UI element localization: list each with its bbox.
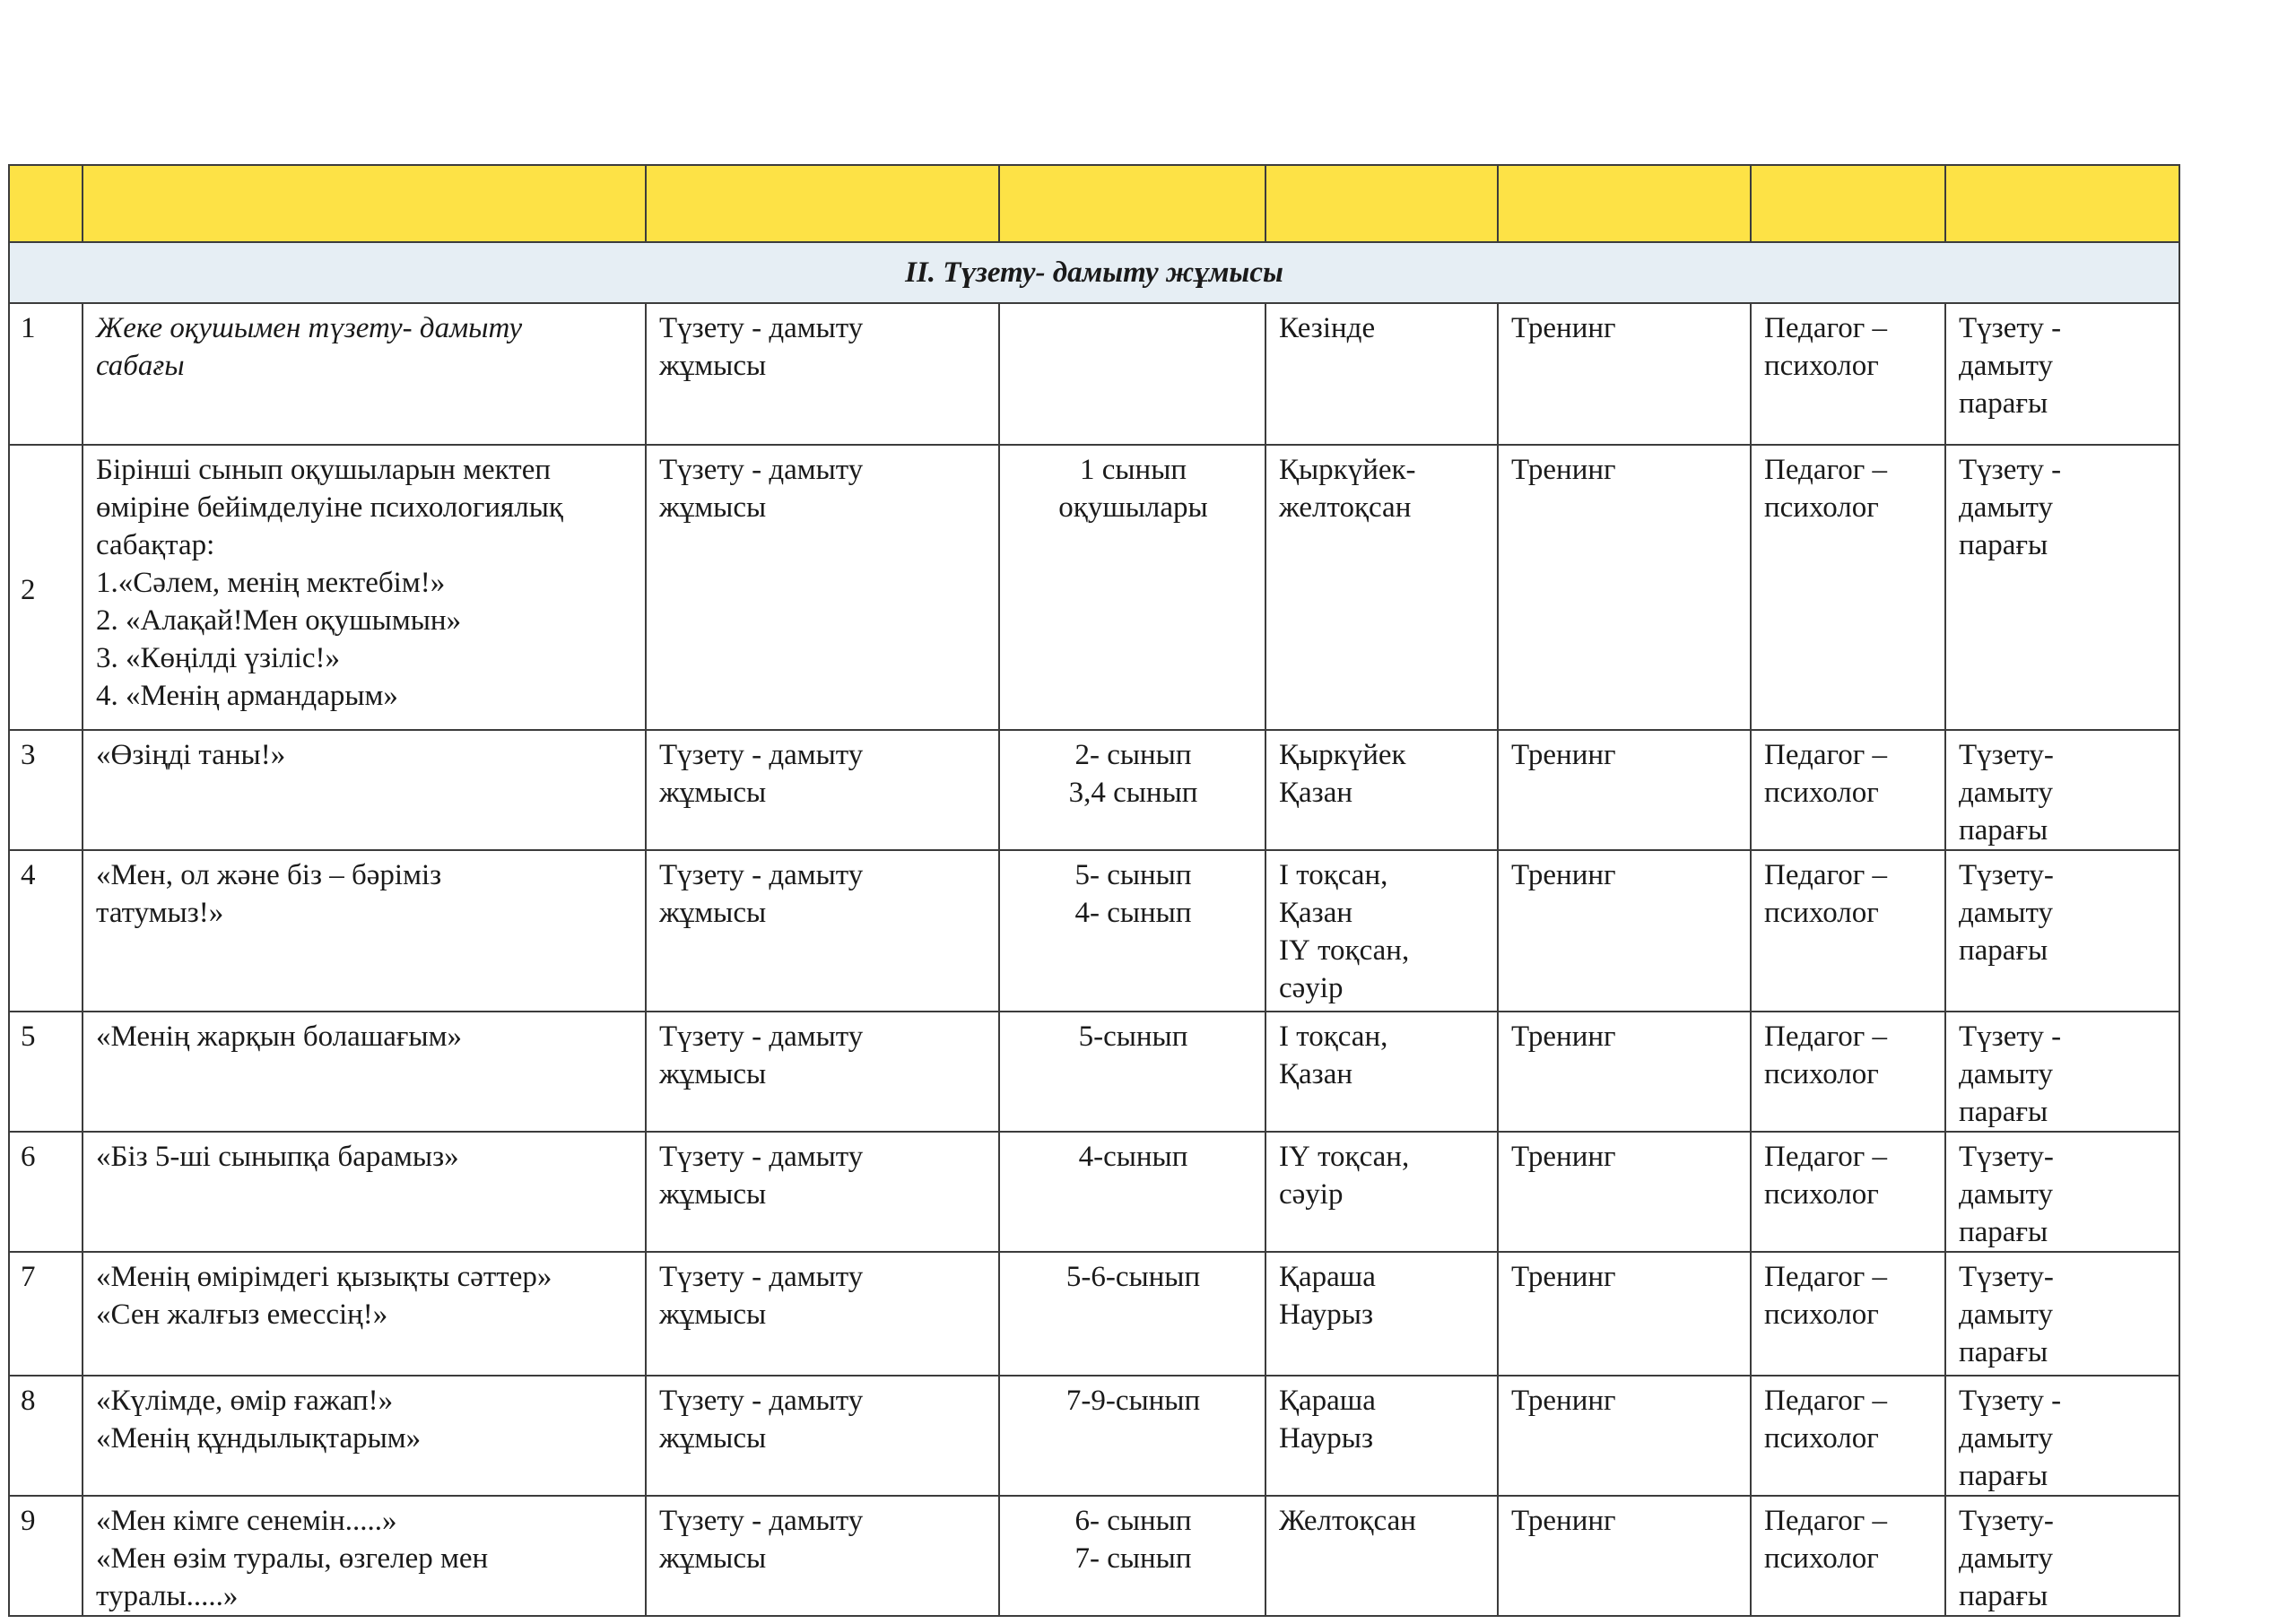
work-type bbox=[646, 1132, 999, 1252]
activity-name bbox=[83, 1012, 646, 1132]
time-period-line: ІҮ тоқсан, bbox=[1279, 1141, 1410, 1173]
activity-name-line: татумыз!» bbox=[96, 897, 224, 929]
row-number: 5 bbox=[9, 1012, 83, 1132]
work-type bbox=[646, 730, 999, 850]
activity-name-line: «Мен өзім туралы, өзгелер мен bbox=[96, 1542, 489, 1575]
time-period-line: Қазан bbox=[1279, 897, 1353, 929]
responsible-line: психолог bbox=[1764, 1178, 1879, 1211]
time-period-line: сәуір bbox=[1279, 972, 1344, 1004]
table-row bbox=[9, 730, 2179, 850]
target-group-line: 4- сынып bbox=[1074, 897, 1192, 929]
time-period-line: Қазан bbox=[1279, 777, 1353, 809]
responsible bbox=[1751, 445, 1945, 730]
activity-name-line: «Менің жарқын болашағым» bbox=[96, 1020, 462, 1053]
work-type-line: Түзету - дамыту bbox=[659, 1141, 864, 1173]
target-group-line: 5- сынып bbox=[1074, 859, 1192, 891]
result-doc-line: дамыту bbox=[1959, 1542, 2053, 1575]
result-doc-line: парағы bbox=[1959, 529, 2048, 561]
work-type-line: жұмысы bbox=[659, 1542, 767, 1575]
responsible bbox=[1751, 730, 1945, 850]
work-type bbox=[646, 1252, 999, 1376]
responsible bbox=[1751, 1376, 1945, 1496]
activity-name-line: 4. «Менің армандарым» bbox=[96, 680, 398, 712]
work-type-line: жұмысы bbox=[659, 1298, 767, 1331]
work-type bbox=[646, 1496, 999, 1616]
time-period bbox=[1265, 850, 1498, 1012]
yellow-header-band bbox=[9, 165, 2179, 242]
work-type bbox=[646, 1012, 999, 1132]
target-group-line: 5-сынып bbox=[1078, 1020, 1188, 1053]
header-cell bbox=[1751, 165, 1945, 242]
responsible-line: психолог bbox=[1764, 1542, 1879, 1575]
responsible bbox=[1751, 1252, 1945, 1376]
result-doc-line: парағы bbox=[1959, 814, 2048, 847]
time-period bbox=[1265, 1496, 1498, 1616]
header-cell bbox=[1945, 165, 2179, 242]
work-form: Тренинг bbox=[1498, 445, 1751, 730]
work-type bbox=[646, 850, 999, 1012]
work-type-line: жұмысы bbox=[659, 777, 767, 809]
activity-name-line: туралы.....» bbox=[96, 1580, 239, 1612]
result-doc-line: парағы bbox=[1959, 1216, 2048, 1248]
activity-name bbox=[83, 730, 646, 850]
responsible-line: психолог bbox=[1764, 897, 1879, 929]
activity-name bbox=[83, 1496, 646, 1616]
time-period bbox=[1265, 445, 1498, 730]
target-group-line: 2- сынып bbox=[1074, 739, 1192, 771]
work-form: Тренинг bbox=[1498, 1252, 1751, 1376]
result-doc bbox=[1945, 445, 2179, 730]
responsible bbox=[1751, 1012, 1945, 1132]
target-group bbox=[999, 1012, 1265, 1132]
result-doc-line: Түзету- bbox=[1959, 859, 2054, 891]
result-doc-line: дамыту bbox=[1959, 491, 2053, 524]
activity-name bbox=[83, 1376, 646, 1496]
time-period bbox=[1265, 1132, 1498, 1252]
responsible bbox=[1751, 303, 1945, 445]
work-type-line: Түзету - дамыту bbox=[659, 1505, 864, 1537]
activity-name bbox=[83, 850, 646, 1012]
target-group bbox=[999, 1376, 1265, 1496]
result-doc-line: Түзету- bbox=[1959, 739, 2054, 771]
table-row bbox=[9, 1012, 2179, 1132]
header-cell bbox=[646, 165, 999, 242]
work-type-line: Түзету - дамыту bbox=[659, 454, 864, 486]
result-doc-line: Түзету- bbox=[1959, 1141, 2054, 1173]
work-type-line: Түзету - дамыту bbox=[659, 739, 864, 771]
row-number: 8 bbox=[9, 1376, 83, 1496]
target-group-line: 3,4 сынып bbox=[1068, 777, 1198, 809]
time-period-line: Қараша bbox=[1279, 1385, 1376, 1417]
target-group bbox=[999, 303, 1265, 445]
work-type-line: жұмысы bbox=[659, 1178, 767, 1211]
work-type-line: жұмысы bbox=[659, 1422, 767, 1455]
time-period-line: ІҮ тоқсан, bbox=[1279, 934, 1410, 967]
responsible-line: Педагог – bbox=[1764, 859, 1887, 891]
responsible-line: психолог bbox=[1764, 350, 1879, 382]
activity-name bbox=[83, 1252, 646, 1376]
row-number: 2 bbox=[9, 445, 83, 730]
responsible-line: Педагог – bbox=[1764, 1505, 1887, 1537]
time-period-line: Қараша bbox=[1279, 1261, 1376, 1293]
time-period-line: Қазан bbox=[1279, 1058, 1353, 1090]
responsible-line: Педагог – bbox=[1764, 312, 1887, 344]
result-doc-line: парағы bbox=[1959, 387, 2048, 420]
time-period-line: сәуір bbox=[1279, 1178, 1344, 1211]
work-type-line: Түзету - дамыту bbox=[659, 312, 864, 344]
responsible-line: психолог bbox=[1764, 1298, 1879, 1331]
time-period bbox=[1265, 1252, 1498, 1376]
table-row bbox=[9, 1376, 2179, 1496]
result-doc-line: Түзету- bbox=[1959, 1261, 2054, 1293]
activity-name bbox=[83, 303, 646, 445]
time-period bbox=[1265, 1376, 1498, 1496]
target-group-line: 7- сынып bbox=[1074, 1542, 1192, 1575]
target-group bbox=[999, 850, 1265, 1012]
target-group-line: 7-9-сынып bbox=[1065, 1385, 1201, 1417]
activity-name bbox=[83, 445, 646, 730]
result-doc-line: дамыту bbox=[1959, 1058, 2053, 1090]
result-doc bbox=[1945, 1496, 2179, 1616]
work-plan-table bbox=[8, 164, 2180, 1617]
work-form: Тренинг bbox=[1498, 303, 1751, 445]
activity-name-line: «Сен жалғыз емессің!» bbox=[96, 1298, 388, 1331]
table-row bbox=[9, 1132, 2179, 1252]
section-row bbox=[9, 242, 2179, 303]
row-number: 3 bbox=[9, 730, 83, 850]
target-group-line: 5-6-сынып bbox=[1065, 1261, 1201, 1293]
work-type-line: Түзету - дамыту bbox=[659, 1020, 864, 1053]
responsible-line: психолог bbox=[1764, 1058, 1879, 1090]
table-row bbox=[9, 303, 2179, 445]
result-doc-line: парағы bbox=[1959, 1580, 2048, 1612]
activity-name-line: «Өзіңді таны!» bbox=[96, 739, 286, 771]
work-form: Тренинг bbox=[1498, 1012, 1751, 1132]
time-period-line: Желтоқсан bbox=[1279, 1505, 1416, 1537]
activity-name-line: сабақтар: bbox=[96, 529, 215, 561]
section-title: II. Түзету- дамыту жұмысы bbox=[9, 242, 2179, 303]
result-doc-line: парағы bbox=[1959, 1096, 2048, 1128]
result-doc-line: парағы bbox=[1959, 934, 2048, 967]
responsible-line: психолог bbox=[1764, 491, 1879, 524]
time-period bbox=[1265, 1012, 1498, 1132]
activity-name-line: Жеке оқушымен түзету- дамыту bbox=[96, 312, 523, 344]
work-form: Тренинг bbox=[1498, 1496, 1751, 1616]
activity-name bbox=[83, 1132, 646, 1252]
activity-name-line: «Менің өмірімдегі қызықты сәттер» bbox=[96, 1261, 552, 1293]
activity-name-line: «Күлімде, өмір ғажап!» bbox=[96, 1385, 394, 1417]
work-type-line: жұмысы bbox=[659, 1058, 767, 1090]
time-period-line: желтоқсан bbox=[1279, 491, 1412, 524]
time-period-line: І тоқсан, bbox=[1279, 1020, 1388, 1053]
table-row bbox=[9, 445, 2179, 730]
time-period-line: Наурыз bbox=[1279, 1422, 1374, 1455]
work-form: Тренинг bbox=[1498, 1132, 1751, 1252]
row-number: 9 bbox=[9, 1496, 83, 1616]
result-doc-line: дамыту bbox=[1959, 777, 2053, 809]
result-doc bbox=[1945, 1132, 2179, 1252]
work-type bbox=[646, 303, 999, 445]
target-group-line: 4-сынып bbox=[1078, 1141, 1188, 1173]
target-group bbox=[999, 730, 1265, 850]
activity-name-line: «Біз 5-ші сыныпқа барамыз» bbox=[96, 1141, 459, 1173]
responsible bbox=[1751, 850, 1945, 1012]
result-doc-line: дамыту bbox=[1959, 897, 2053, 929]
activity-name-line: «Мен кімге сенемін.....» bbox=[96, 1505, 397, 1537]
time-period-line: Қыркүйек bbox=[1279, 739, 1406, 771]
activity-name-line: 2. «Алақай!Мен оқушымын» bbox=[96, 604, 462, 637]
header-cell bbox=[1265, 165, 1498, 242]
work-type bbox=[646, 1376, 999, 1496]
responsible-line: Педагог – bbox=[1764, 1141, 1887, 1173]
result-doc-line: Түзету - bbox=[1959, 312, 2062, 344]
responsible-line: психолог bbox=[1764, 777, 1879, 809]
result-doc bbox=[1945, 1376, 2179, 1496]
header-cell bbox=[999, 165, 1265, 242]
work-type-line: жұмысы bbox=[659, 350, 767, 382]
table-row bbox=[9, 1496, 2179, 1616]
result-doc bbox=[1945, 1012, 2179, 1132]
time-period bbox=[1265, 303, 1498, 445]
table-row bbox=[9, 850, 2179, 1012]
header-cell bbox=[83, 165, 646, 242]
result-doc bbox=[1945, 303, 2179, 445]
row-number: 7 bbox=[9, 1252, 83, 1376]
work-form: Тренинг bbox=[1498, 850, 1751, 1012]
target-group-line: 1 сынып bbox=[1079, 454, 1187, 486]
work-type-line: Түзету - дамыту bbox=[659, 1261, 864, 1293]
result-doc-line: дамыту bbox=[1959, 1298, 2053, 1331]
target-group bbox=[999, 1132, 1265, 1252]
result-doc-line: дамыту bbox=[1959, 1178, 2053, 1211]
header-cell bbox=[9, 165, 83, 242]
time-period-line: Наурыз bbox=[1279, 1298, 1374, 1331]
row-number: 4 bbox=[9, 850, 83, 1012]
result-doc-line: дамыту bbox=[1959, 350, 2053, 382]
header-cell bbox=[1498, 165, 1751, 242]
responsible-line: Педагог – bbox=[1764, 739, 1887, 771]
target-group-line: оқушылары bbox=[1058, 491, 1208, 524]
result-doc bbox=[1945, 850, 2179, 1012]
target-group bbox=[999, 1252, 1265, 1376]
target-group bbox=[999, 445, 1265, 730]
time-period-line: Кезінде bbox=[1279, 312, 1376, 344]
responsible-line: Педагог – bbox=[1764, 1385, 1887, 1417]
work-type-line: Түзету - дамыту bbox=[659, 859, 864, 891]
responsible-line: Педагог – bbox=[1764, 1020, 1887, 1053]
time-period bbox=[1265, 730, 1498, 850]
activity-name-line: өміріне бейімделуіне психологиялық bbox=[96, 491, 563, 524]
work-type-line: жұмысы bbox=[659, 897, 767, 929]
row-number: 6 bbox=[9, 1132, 83, 1252]
activity-name-line: 3. «Көңілді үзіліс!» bbox=[96, 642, 340, 674]
responsible-line: психолог bbox=[1764, 1422, 1879, 1455]
activity-name-line: «Менің құндылықтарым» bbox=[96, 1422, 422, 1455]
result-doc-line: парағы bbox=[1959, 1460, 2048, 1492]
responsible bbox=[1751, 1132, 1945, 1252]
result-doc-line: Түзету - bbox=[1959, 1020, 2062, 1053]
target-group-line: 6- сынып bbox=[1074, 1505, 1192, 1537]
work-type-line: жұмысы bbox=[659, 491, 767, 524]
table-row bbox=[9, 1252, 2179, 1376]
result-doc-line: Түзету - bbox=[1959, 1385, 2062, 1417]
result-doc bbox=[1945, 1252, 2179, 1376]
work-form: Тренинг bbox=[1498, 1376, 1751, 1496]
responsible-line: Педагог – bbox=[1764, 1261, 1887, 1293]
row-number: 1 bbox=[9, 303, 83, 445]
activity-name-line: «Мен, ол және біз – бәріміз bbox=[96, 859, 442, 891]
result-doc-line: дамыту bbox=[1959, 1422, 2053, 1455]
activity-name-line: Бірінші сынып оқушыларын мектеп bbox=[96, 454, 552, 486]
responsible bbox=[1751, 1496, 1945, 1616]
time-period-line: І тоқсан, bbox=[1279, 859, 1388, 891]
work-type-line: Түзету - дамыту bbox=[659, 1385, 864, 1417]
target-group bbox=[999, 1496, 1265, 1616]
activity-name-line: сабағы bbox=[96, 350, 185, 382]
responsible-line: Педагог – bbox=[1764, 454, 1887, 486]
work-form: Тренинг bbox=[1498, 730, 1751, 850]
result-doc bbox=[1945, 730, 2179, 850]
result-doc-line: парағы bbox=[1959, 1336, 2048, 1368]
activity-name-line: 1.«Сәлем, менің мектебім!» bbox=[96, 567, 446, 599]
time-period-line: Қыркүйек- bbox=[1279, 454, 1416, 486]
work-type bbox=[646, 445, 999, 730]
result-doc-line: Түзету - bbox=[1959, 454, 2062, 486]
result-doc-line: Түзету- bbox=[1959, 1505, 2054, 1537]
